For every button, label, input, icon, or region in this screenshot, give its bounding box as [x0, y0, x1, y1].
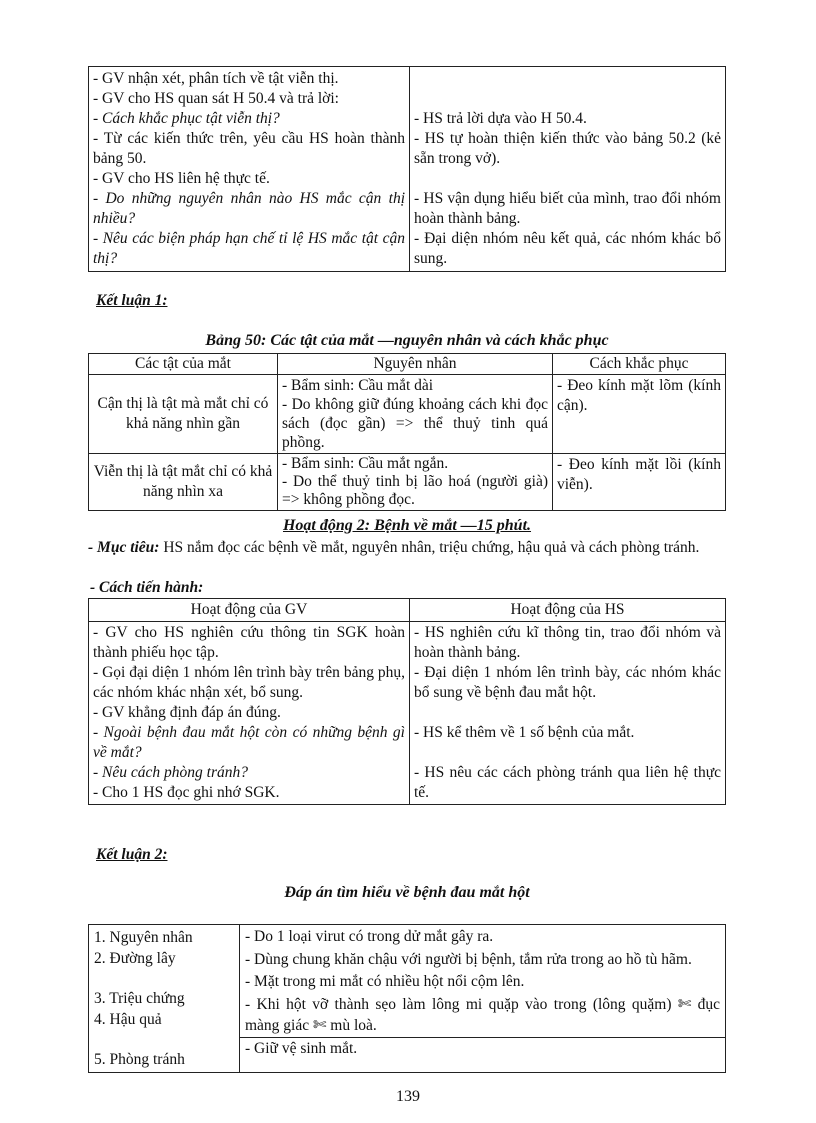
consequence-text: - Khi hột vỡ thành sẹo làm lông mi quặp vào trong (lông quặm): [245, 996, 672, 1013]
trachoma-label: 3. Triệu chứng: [94, 990, 185, 1007]
activity1-hs-cell: [410, 67, 726, 272]
hs-line: - HS tự hoàn thiện kiến thức vào bảng 50.2 (kẻ sẵn trong vở).: [414, 130, 721, 167]
table-row: [89, 454, 726, 511]
trachoma-values-cell: [240, 925, 726, 1073]
trachoma-label: 4. Hậu quả: [94, 1011, 162, 1028]
trachoma-labels-cell: [89, 925, 240, 1073]
page-number: 139: [396, 1088, 420, 1105]
cause-cell: [278, 454, 553, 511]
hs-line: - HS nêu các cách phòng tránh qua liên hệ thực tế.: [414, 764, 721, 801]
defect-cell: Cận thị là tật mà mắt chỉ có khả năng nhìn gần: [89, 375, 278, 454]
conclusion-1-heading: Kết luận 1:: [96, 292, 168, 309]
trachoma-label: 1. Nguyên nhân: [94, 929, 193, 946]
hs-line: - HS kể thêm về 1 số bệnh của mắt.: [414, 724, 635, 741]
hs-line: - Đại diện nhóm nêu kết quả, các nhóm khác bổ sung.: [414, 230, 721, 267]
scissors-icon: ✄: [313, 1015, 327, 1034]
table50-header: Các tật của mắt: [89, 354, 278, 375]
activity1-table: [88, 66, 726, 272]
cause-cell: [278, 375, 553, 454]
activity2-gv-cell: [89, 622, 410, 805]
gv-line: - Nêu cách phòng tránh?: [93, 764, 248, 781]
conclusion-2-heading: Kết luận 2:: [96, 846, 168, 863]
gv-line: - GV khẳng định đáp án đúng.: [93, 704, 281, 721]
gv-line: - Do những nguyên nhân nào HS mắc cận thị nhiều?: [93, 190, 405, 227]
cause-line: - Do thể thuỷ tinh bị lão hoá (người già) => không phồng đọc.: [282, 473, 548, 508]
activity1-gv-cell: [89, 67, 410, 272]
activity2-header: Hoạt động của GV: [89, 599, 410, 622]
activity2-hs-cell: [410, 622, 726, 805]
hs-line: - HS trả lời dựa vào H 50.4.: [414, 110, 587, 127]
table50-header: Nguyên nhân: [278, 354, 553, 375]
trachoma-table: [88, 924, 726, 1073]
gv-line: - Ngoài bệnh đau mắt hột còn có những bệnh gì về mắt?: [93, 724, 405, 761]
trachoma-value: - Dùng chung khăn chậu với người bị bệnh, tắm rửa trong ao hồ tù hãm.: [245, 951, 692, 968]
trachoma-label: 2. Đường lây: [94, 950, 176, 967]
hs-line: - Đại diện 1 nhóm lên trình bày, các nhóm khác bổ sung về bệnh đau mắt hột.: [414, 664, 721, 701]
scissors-icon: ✄: [677, 994, 692, 1013]
trachoma-value: [240, 993, 725, 1037]
goal-text: HS nắm đọc các bệnh về mắt, nguyên nhân, triệu chứng, hậu quả và cách phòng tránh.: [159, 539, 700, 556]
goal-label: - Mục tiêu:: [88, 539, 160, 556]
trachoma-title: Đáp án tìm hiểu về bệnh đau mắt hột: [284, 884, 530, 901]
fix-cell: - Đeo kính mặt lồi (kính viễn).: [553, 454, 726, 511]
table50-title: Bảng 50: Các tật của mắt —nguyên nhân và cách khắc phục: [205, 332, 609, 349]
activity2-goal: [88, 538, 726, 558]
trachoma-label: 5. Phòng tránh: [94, 1051, 185, 1068]
table50-header: Cách khắc phục: [553, 354, 726, 375]
table-row: [89, 375, 726, 454]
cause-line: - Do không giữ đúng khoảng cách khi đọc sách (đọc gần) => thể thuỷ tinh quá phồng.: [282, 396, 548, 451]
consequence-text: mù loà.: [326, 1017, 377, 1034]
gv-line: - GV nhận xét, phân tích về tật viễn thị.: [93, 70, 339, 87]
trachoma-value: - Do 1 loại virut có trong dử mắt gây ra.: [245, 928, 494, 945]
gv-line: - GV cho HS nghiên cứu thông tin SGK hoàn thành phiếu học tập.: [93, 624, 405, 661]
consequence-text: đục màng giác: [245, 996, 721, 1034]
gv-line: - Gọi đại diện 1 nhóm lên trình bày trên bảng phụ, các nhóm khác nhận xét, bổ sung.: [93, 664, 405, 701]
activity2-method: - Cách tiến hành:: [90, 579, 204, 596]
trachoma-value: - Mặt trong mi mắt có nhiều hột nổi cộm lên.: [245, 973, 525, 990]
gv-line: - Cho 1 HS đọc ghi nhớ SGK.: [93, 784, 280, 801]
gv-line: - Cách khắc phục tật viễn thị?: [93, 110, 280, 127]
defect-cell: Viễn thị là tật mắt chỉ có khả năng nhìn xa: [89, 454, 278, 511]
activity2-header: Hoạt động của HS: [410, 599, 726, 622]
gv-line: - Từ các kiến thức trên, yêu cầu HS hoàn thành bảng 50.: [93, 130, 405, 167]
cause-line: - Bẩm sinh: Cầu mắt dài: [282, 377, 434, 394]
fix-cell: - Đeo kính mặt lõm (kính cận).: [553, 375, 726, 454]
cause-line: - Bẩm sinh: Cầu mắt ngắn.: [282, 455, 449, 472]
gv-line: - GV cho HS quan sát H 50.4 và trả lời:: [93, 90, 339, 107]
table50: [88, 353, 726, 511]
hs-line: - HS nghiên cứu kĩ thông tin, trao đổi nhóm và hoàn thành bảng.: [414, 624, 721, 661]
activity2-title: Hoạt động 2: Bệnh về mắt —15 phút.: [282, 517, 532, 534]
gv-line: - GV cho HS liên hệ thực tế.: [93, 170, 270, 187]
trachoma-value: - Giữ vệ sinh mắt.: [240, 1037, 725, 1061]
gv-line: - Nêu các biện pháp hạn chế tỉ lệ HS mắc tật cận thị?: [93, 230, 405, 267]
hs-line: - HS vận dụng hiểu biết của mình, trao đổi nhóm hoàn thành bảng.: [414, 190, 721, 227]
activity2-table: [88, 598, 726, 805]
